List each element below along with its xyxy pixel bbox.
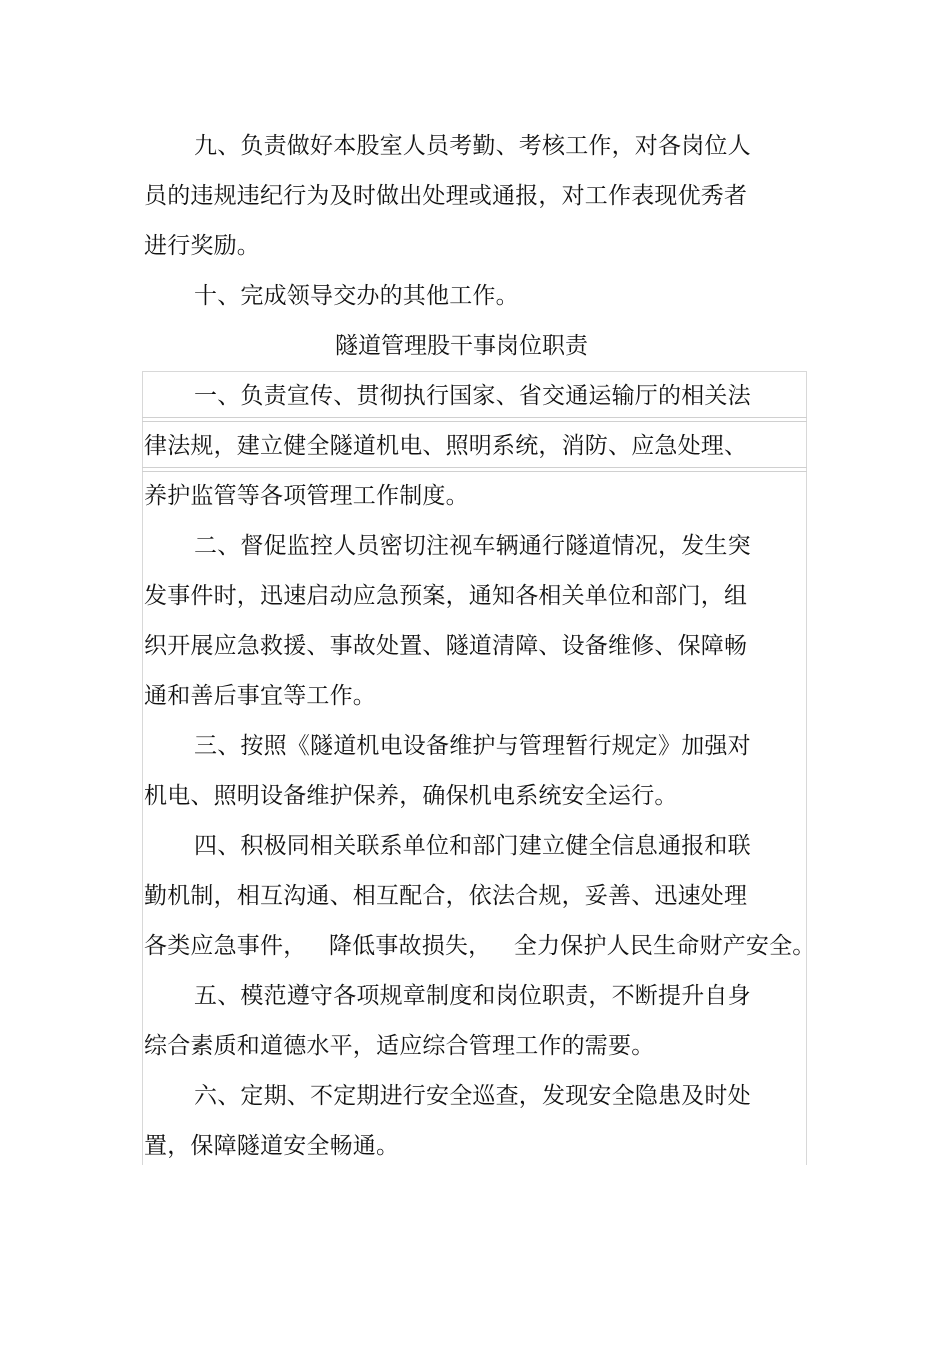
duty3-line1: 三、按照《隧道机电设备维护与管理暂行规定》加强对 (194, 733, 751, 759)
duty6-line1: 六、定期、不定期进行安全巡查，发现安全隐患及时处 (194, 1083, 751, 1109)
duty1-line1: 一、负责宣传、贯彻执行国家、省交通运输厅的相关法 (194, 383, 751, 409)
duty1-line2: 律法规，建立健全隧道机电、照明系统，消防、应急处理、 (144, 433, 748, 459)
duty5-line1: 五、模范遵守各项规章制度和岗位职责，不断提升自身 (194, 983, 751, 1009)
item9-line1: 九、负责做好本股室人员考勤、考核工作，对各岗位人 (194, 133, 751, 159)
duty4-line3: 各类应急事件， 降低事故损失， 全力保护人民生命财产安全。 (144, 933, 816, 959)
duty2-line4: 通和善后事宜等工作。 (144, 683, 376, 709)
duty4-line1: 四、积极同相关联系单位和部门建立健全信息通报和联 (194, 833, 751, 859)
item10: 十、完成领导交办的其他工作。 (194, 283, 519, 309)
table-rule-1 (142, 417, 807, 418)
duty6-line2: 置，保障隧道安全畅通。 (144, 1133, 400, 1159)
item9-line2: 员的违规违纪行为及时做出处理或通报，对工作表现优秀者 (144, 183, 748, 209)
duty5-line2: 综合素质和道德水平，适应综合管理工作的需要。 (144, 1033, 655, 1059)
table-rule-3 (142, 467, 807, 468)
section-title: 隧道管理股干事岗位职责 (335, 333, 588, 359)
duty4-line2: 勤机制，相互沟通、相互配合，依法合规，妥善、迅速处理 (144, 883, 748, 909)
duty2-line3: 织开展应急救援、事故处置、隧道清障、设备维修、保障畅 (144, 633, 748, 659)
duty1-line3: 养护监管等各项管理工作制度。 (144, 483, 469, 509)
duty3-line2: 机电、照明设备维护保养，确保机电系统安全运行。 (144, 783, 678, 809)
duty2-line1: 二、督促监控人员密切注视车辆通行隧道情况，发生突 (194, 533, 751, 559)
table-rule-2 (142, 421, 807, 422)
duty2-line2: 发事件时，迅速启动应急预案，通知各相关单位和部门，组 (144, 583, 748, 609)
item9-line3: 进行奖励。 (144, 233, 260, 259)
table-rule-4 (142, 471, 807, 472)
